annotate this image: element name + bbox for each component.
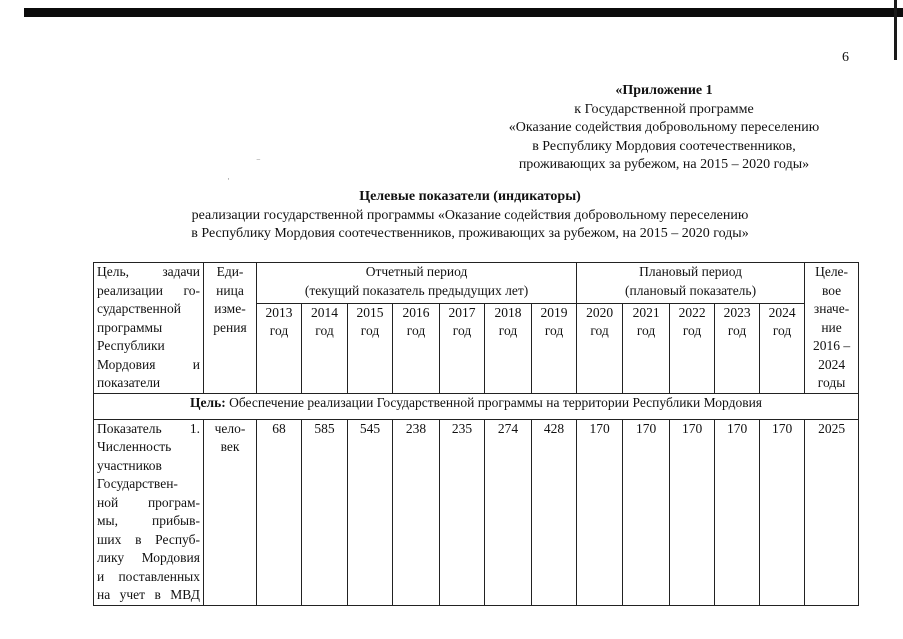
year-word: год xyxy=(772,323,792,339)
target-header-line: ние xyxy=(821,319,842,335)
year-word: год xyxy=(315,323,334,339)
year-header-cell xyxy=(760,303,805,393)
planned-period-title: Плановый период xyxy=(639,264,743,279)
year-label: 2016 xyxy=(402,304,430,320)
year-word: год xyxy=(727,323,747,339)
indicator-name-line: Показатель 1. xyxy=(97,420,200,436)
year-header-cell xyxy=(670,303,715,393)
goal-header-line: показатели xyxy=(97,375,161,390)
target-header-cell xyxy=(805,263,859,394)
appendix-line: в Республику Мордовия соотечественников, xyxy=(532,138,796,154)
scan-speck: · xyxy=(227,174,230,184)
indicator-value-cell: 238 xyxy=(393,419,440,605)
goal-header-line: сударственной xyxy=(97,301,181,316)
indicator-value-cell: 170 xyxy=(670,419,715,605)
target-header-line: вое xyxy=(821,282,842,298)
appendix-line: «Оказание содействия добровольному переселению xyxy=(508,120,820,135)
appendix-header xyxy=(478,82,850,175)
heading-title: Целевые показатели (индикаторы) xyxy=(359,189,581,204)
year-label: 2020 xyxy=(586,304,614,320)
page-number: 6 xyxy=(842,50,849,65)
heading-line: в Республику Мордовия соотечественников, проживающих за рубежом, на 2015 – 2020 годы» xyxy=(191,226,749,241)
year-label: 2015 xyxy=(356,304,384,320)
appendix-line: проживающих за рубежом, на 2015 – 2020 годы» xyxy=(518,157,810,172)
appendix-title: «Приложение 1 xyxy=(615,83,713,98)
year-word: год xyxy=(590,323,609,339)
indicator-name-line: мы, прибыв- xyxy=(97,513,200,528)
year-label: 2017 xyxy=(448,304,476,320)
indicator-unit-cell xyxy=(204,419,257,605)
goal-header-line: Цель, задачи xyxy=(97,264,200,279)
unit-header-line: ница xyxy=(216,282,244,298)
unit-header-cell xyxy=(204,263,257,394)
target-header-line: 2016 – xyxy=(813,338,851,353)
reporting-period-title: Отчетный период xyxy=(365,264,468,279)
target-header-line: 2024 xyxy=(818,356,846,372)
indicator-value-cell: 170 xyxy=(577,419,623,605)
year-label: 2023 xyxy=(723,304,751,320)
year-header-cell xyxy=(440,303,485,393)
indicator-name-line: лику Мордовия xyxy=(97,550,200,565)
year-label: 2024 xyxy=(768,304,796,320)
indicator-unit-line: век xyxy=(220,439,240,454)
indicator-unit-line: чело- xyxy=(214,420,246,436)
indicator-value-cell: 170 xyxy=(715,419,760,605)
scan-border xyxy=(24,8,903,17)
scan-edge xyxy=(894,0,897,60)
year-header-cell xyxy=(623,303,670,393)
indicators-table xyxy=(93,262,859,606)
year-word: год xyxy=(544,323,564,339)
indicator-name-line: на учет в МВД xyxy=(97,587,200,602)
year-header-cell xyxy=(715,303,760,393)
year-word: год xyxy=(636,323,656,339)
year-header-cell xyxy=(577,303,623,393)
indicator-name-line: участников xyxy=(97,457,162,473)
indicator-value-cell: 68 xyxy=(257,419,302,605)
goal-label: Цель: xyxy=(190,394,226,410)
year-header-cell xyxy=(393,303,440,393)
year-word: год xyxy=(269,323,289,339)
goal-text: Обеспечение реализации Государственной программы на территории Республики Мордовия xyxy=(225,394,763,410)
indicator-target-cell: 2025 xyxy=(805,419,859,605)
planned-period-header xyxy=(577,263,805,304)
indicator-name-line: Численность xyxy=(97,439,172,454)
indicator-value-cell: 274 xyxy=(485,419,532,605)
year-header-cell xyxy=(532,303,577,393)
goal-header-line: программы xyxy=(97,319,163,335)
indicator-value-cell: 545 xyxy=(348,419,393,605)
indicator-value-cell: 170 xyxy=(760,419,805,605)
year-label: 2013 xyxy=(265,304,293,320)
year-word: год xyxy=(498,323,518,339)
goal-header-cell xyxy=(94,263,204,394)
indicator-value-cell: 585 xyxy=(302,419,348,605)
year-word: год xyxy=(360,323,380,339)
year-label: 2019 xyxy=(540,304,568,320)
target-header-line: значе- xyxy=(813,301,850,316)
goal-row xyxy=(94,393,859,419)
document-title xyxy=(120,188,820,244)
year-header-cell xyxy=(302,303,348,393)
planned-period-subtitle: (плановый показатель) xyxy=(625,282,757,298)
year-header-cell xyxy=(348,303,393,393)
year-word: год xyxy=(406,323,426,339)
reporting-period-header xyxy=(257,263,577,304)
reporting-period-subtitle: (текущий показатель предыдущих лет) xyxy=(304,282,529,298)
indicator-name-line: ших в Респуб- xyxy=(97,531,200,547)
indicator-value-cell: 235 xyxy=(440,419,485,605)
goal-cell xyxy=(94,393,859,419)
heading-line: реализации государственной программы «Оказание содействия добровольному переселению xyxy=(191,207,749,223)
unit-header-line: изме- xyxy=(214,301,246,316)
year-word: год xyxy=(452,323,472,339)
target-header-line: годы xyxy=(817,375,846,390)
goal-header-line: Мордовия и xyxy=(97,356,200,372)
year-header-cell xyxy=(485,303,532,393)
year-word: год xyxy=(682,323,702,339)
unit-header-line: Еди- xyxy=(216,264,244,279)
indicator-value-cell: 428 xyxy=(532,419,577,605)
year-label: 2022 xyxy=(678,304,706,320)
year-header-cell xyxy=(257,303,302,393)
appendix-line: к Государственной программе xyxy=(574,101,754,117)
indicator-name-cell xyxy=(94,419,204,605)
indicator-name-line: и поставленных xyxy=(97,568,200,584)
scan-speck: ⁻ xyxy=(256,156,261,166)
indicator-value-cell: 170 xyxy=(623,419,670,605)
target-header-line: Целе- xyxy=(815,264,849,279)
indicator-name-line: Государствен- xyxy=(97,476,178,491)
year-label: 2021 xyxy=(632,304,660,320)
year-label: 2018 xyxy=(494,304,522,320)
goal-header-line: реализации го- xyxy=(97,282,200,298)
goal-header-line: Республики xyxy=(97,338,165,353)
indicator-name-line: ной програм- xyxy=(97,494,200,510)
indicator-row xyxy=(94,419,859,605)
year-label: 2014 xyxy=(311,304,338,320)
table-header-row xyxy=(94,263,859,304)
unit-header-line: рения xyxy=(213,319,247,335)
